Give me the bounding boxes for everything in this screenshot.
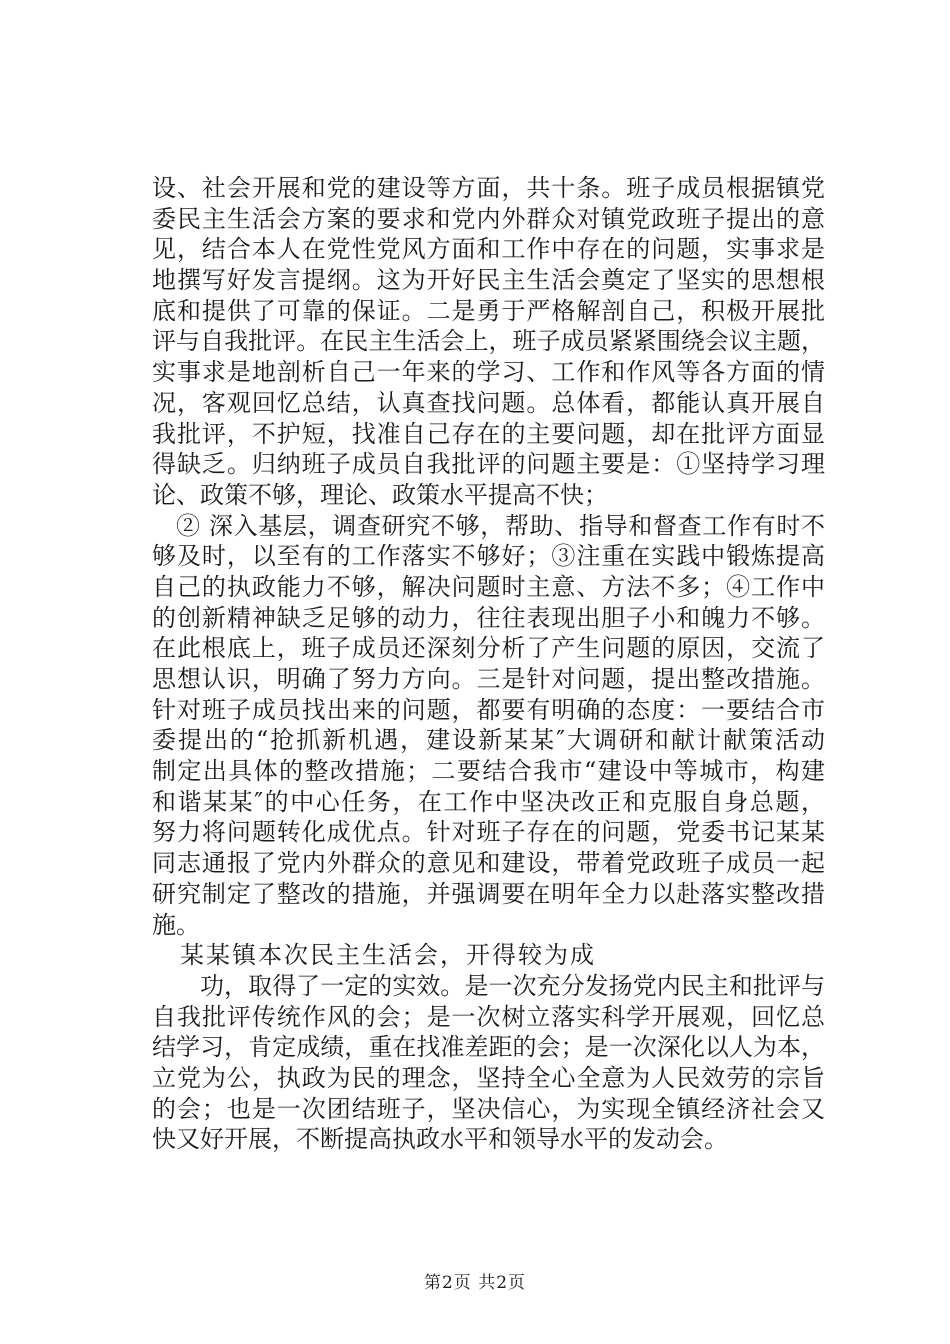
text-line: 设、社会开展和党的建设等方面，共十条。班子成员根据镇党 [152,174,825,202]
text-line: 努力将问题转化成优点。针对班子存在的问题，党委书记某某 [152,818,825,847]
text-line: ② 深入基层，调查研究不够，帮助、指导和督查工作有时不 [176,511,825,540]
text-line: 评与自我批评。在民主生活会上，班子成员紧紧围绕会议主题， [152,327,825,356]
text-line: 底和提供了可靠的保证。二是勇于严格解剖自己，积极开展批 [152,296,825,325]
text-line: 我批评，不护短，找准自己存在的主要问题，却在批评方面显 [152,419,825,448]
text-line: 够及时，以至有的工作落实不够好；③注重在实践中锻炼提高 [152,542,825,571]
text-line: 自己的执政能力不够，解决问题时主意、方法不多；④工作中 [152,572,825,601]
text-line: 自我批评传统作风的会；是一次树立落实科学开展观，回忆总 [152,1002,825,1031]
paragraph [152,511,825,941]
paragraph [152,940,825,971]
text-line: 的创新精神缺乏足够的动力，往往表现出胆子小和魄力不够。 [152,603,825,632]
text-line: 立党为公，执政为民的理念，坚持全心全意为人民效劳的宗旨 [152,1063,825,1092]
text-line: 针对班子成员找出来的问题，都要有明确的态度：一要结合市 [152,695,825,724]
text-line: 委民主生活会方案的要求和党内外群众对镇党政班子提出的意 [152,204,825,233]
text-line: 的会；也是一次团结班子，坚决信心，为实现全镇经济社会又 [152,1094,825,1123]
text-line: 功，取得了一定的实效。是一次充分发扬党内民主和批评与 [200,971,825,1000]
text-line: 况，客观回忆总结，认真查找问题。总体看，都能认真开展自 [152,388,825,417]
text-line: 研究制定了整改的措施，并强调要在明年全力以赴落实整改措 [152,879,825,908]
paragraph [152,173,825,511]
text-line: 在此根底上，班子成员还深刻分析了产生问题的原因，交流了 [152,634,825,663]
text-line: 委提出的“抢抓新机遇，建设新某某″大调研和献计献策活动 [152,726,825,755]
text-line: 地撰写好发言提纲。这为开好民主生活会奠定了坚实的思想根 [152,266,825,295]
text-line: 得缺乏。归纳班子成员自我批评的问题主要是：①坚持学习理 [152,450,825,479]
text-line: 快又好开展，不断提高执政水平和领导水平的发动会。 [152,1125,728,1154]
text-line: 同志通报了党内外群众的意见和建设，带着党政班子成员一起 [152,849,825,878]
paragraph [152,971,825,1155]
text-line: 施。 [152,910,200,939]
text-line: 某某镇本次民主生活会，开得较为成 [180,941,596,970]
text-line: 制定出具体的整改措施；二要结合我市“建设中等城市，构建 [152,757,825,786]
document-body [152,173,825,1155]
text-line: 论、政策不够，理论、政策水平提高不快； [152,480,608,509]
text-line: 见，结合本人在党性党风方面和工作中存在的问题，实事求是 [152,235,825,264]
text-line: 思想认识，明确了努力方向。三是针对问题，提出整改措施。 [152,665,825,693]
text-line: 结学习，肯定成绩，重在找准差距的会；是一次深化以人为本， [152,1033,825,1062]
page-footer: 第2页 共2页 [423,1273,527,1293]
text-line: 和谐某某″的中心任务，在工作中坚决改正和克服自身总题， [152,787,825,816]
text-line: 实事求是地剖析自己一年来的学习、工作和作风等各方面的情 [152,358,825,387]
